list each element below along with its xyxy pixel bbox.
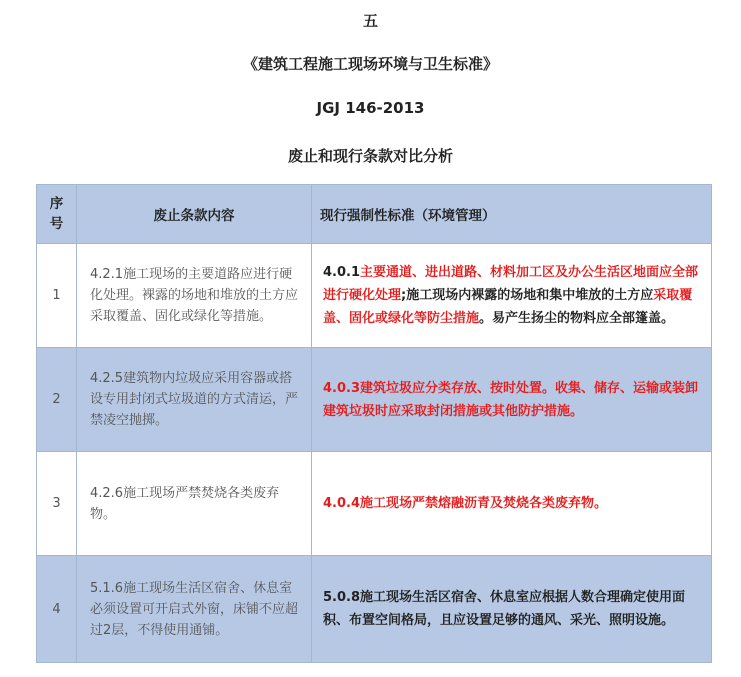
clause-segment-highlight: 4.0.4施工现场严禁熔融沥青及焚烧各类废弃物。 xyxy=(323,496,608,511)
clause-segment-highlight: 4.0.3建筑垃圾应分类存放、按时处置。收集、储存、运输或装卸建筑垃圾时应采取封闭措施或其他防护措施。 xyxy=(323,380,699,419)
clause-segment-highlight: 采取覆盖、固化或绿化等防尘措施 xyxy=(323,288,693,326)
row-number: 2 xyxy=(37,348,77,452)
abolished-clause: 4.2.5建筑物内垃圾应采用容器或搭设专用封闭式垃圾道的方式清运，严禁凌空抛掷。 xyxy=(77,348,312,452)
table-row xyxy=(37,556,712,663)
current-clause xyxy=(312,556,712,663)
row-number: 4 xyxy=(37,556,77,663)
header-old: 废止条款内容 xyxy=(77,185,312,244)
table-row xyxy=(37,452,712,556)
abolished-clause: 4.2.6施工现场严禁焚烧各类废弃物。 xyxy=(77,452,312,556)
section-number: 五 xyxy=(362,12,378,30)
abolished-clause: 5.1.6施工现场生活区宿舍、休息室必须设置可开启式外窗，床铺不应超过2层，不得使用通铺。 xyxy=(77,556,312,663)
current-clause xyxy=(312,452,712,556)
clause-segment-highlight: 主要通道、进出道路、材料加工区及办公生活区地面应全部进行硬化处理 xyxy=(323,265,699,303)
row-number: 3 xyxy=(37,452,77,556)
clause-segment: 5.0.8施工现场生活区宿舍、休息室应根据人数合理确定使用面积、布置空间格局，且应设置足够的通风、采光、照明设施。 xyxy=(323,590,686,628)
header-num: 序号 xyxy=(37,185,77,244)
row-number: 1 xyxy=(37,244,77,348)
current-clause xyxy=(312,244,712,348)
clause-segment: 4.0.1 xyxy=(323,265,361,280)
table-row xyxy=(37,348,712,452)
table-header-row xyxy=(37,185,712,244)
header-new: 现行强制性标准（环境管理） xyxy=(312,185,712,244)
comparison-title: 废止和现行条款对比分析 xyxy=(287,147,453,165)
current-clause xyxy=(312,348,712,452)
clause-segment: ;施工现场内裸露的场地和集中堆放的土方应 xyxy=(401,288,654,303)
clause-segment: 。易产生扬尘的物料应全部篷盖。 xyxy=(479,311,675,326)
abolished-clause: 4.2.1施工现场的主要道路应进行硬化处理。裸露的场地和堆放的土方应采取覆盖、固化或绿化等措施。 xyxy=(77,244,312,348)
table-row xyxy=(37,244,712,348)
standard-code: JGJ 146-2013 xyxy=(316,99,425,117)
document-title: 《建筑工程施工现场环境与卫生标准》 xyxy=(242,55,498,73)
comparison-table xyxy=(36,184,712,663)
